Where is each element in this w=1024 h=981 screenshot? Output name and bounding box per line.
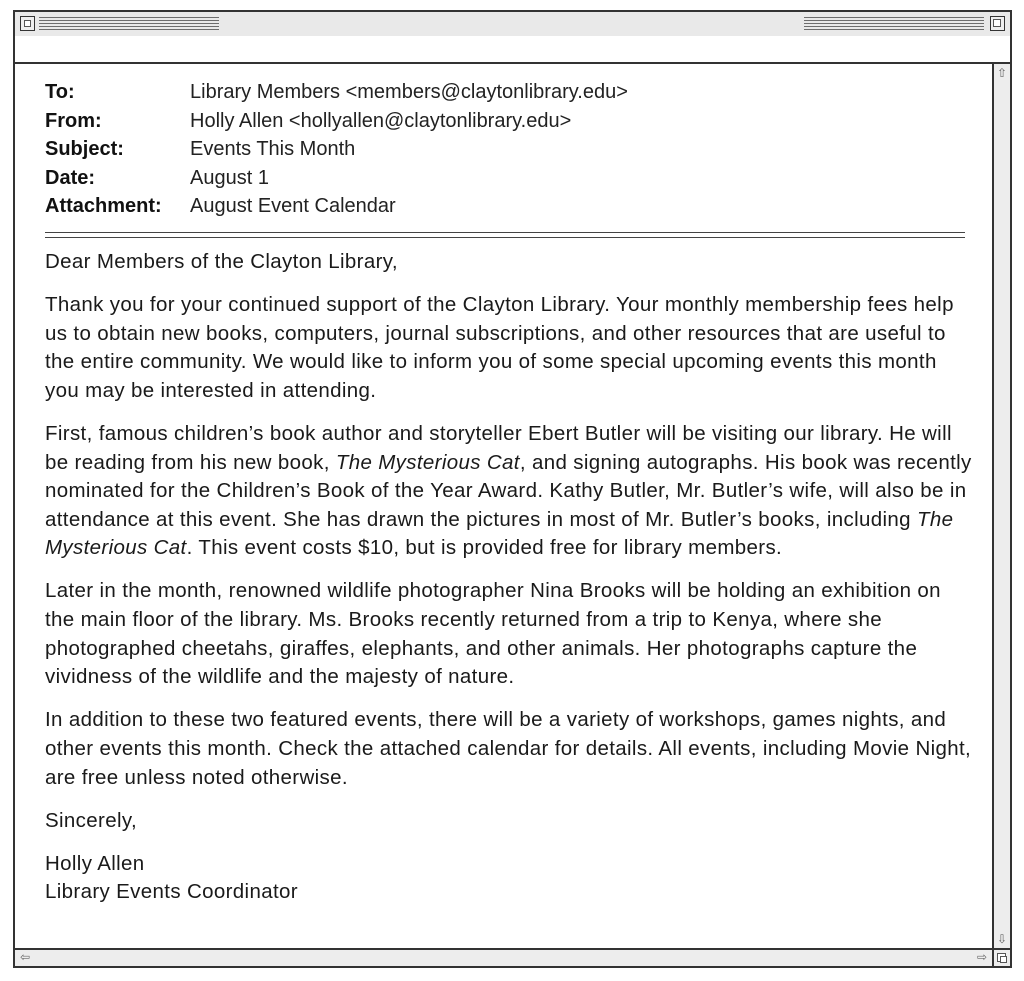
right-arrow-icon[interactable]: ⇨ — [976, 950, 988, 964]
header-label: Date: — [45, 166, 96, 189]
signature-title: Library Events Coordinator — [45, 880, 298, 904]
vertical-scrollbar[interactable] — [992, 64, 1010, 948]
header-divider — [45, 232, 965, 233]
email-headers — [45, 78, 628, 221]
header-value: August 1 — [190, 166, 269, 189]
title-stripes-right — [804, 17, 984, 31]
paragraph-1: Thank you for your continued support of the Clayton Library. Your monthly membership fees help us to obtain new books, computers, journal subscriptions, and other resources that are useful to the entire community. We would like to inform you of some special upcoming events this month you may be interested in attending. — [45, 293, 954, 402]
header-label: From: — [45, 109, 102, 132]
message-pane — [15, 64, 992, 948]
left-arrow-icon[interactable]: ⇦ — [19, 950, 31, 964]
book-title: The Mysterious Cat — [45, 507, 954, 560]
book-title: The Mysterious Cat — [335, 450, 520, 474]
header-to — [45, 78, 628, 107]
horizontal-scrollbar[interactable] — [15, 948, 992, 966]
paragraph-4: In addition to these two featured events, there will be a variety of workshops, games nights, and other events this month. Check the attached calendar for details. All events, including Movie Night, are free unless noted otherwise. — [45, 708, 972, 789]
header-from — [45, 107, 628, 136]
header-label: To: — [45, 81, 75, 103]
header-label: Attachment: — [45, 195, 162, 217]
closing: Sincerely, — [45, 808, 137, 832]
email-body — [45, 248, 975, 907]
down-arrow-icon[interactable]: ⇩ — [996, 932, 1008, 946]
header-divider — [45, 237, 965, 238]
paragraph-3: Later in the month, renowned wildlife photographer Nina Brooks will be holding an exhibition on the main floor of the library. Ms. Brooks recently returned from a trip to Kenya, where she photographed cheetahs, giraffes, elephants, and other animals. Her photographs capture the vividness of the wildlife and the majesty of nature. — [45, 579, 941, 689]
email-window — [13, 10, 1012, 968]
signature-name: Holly Allen — [45, 851, 145, 875]
header-value: Events This Month — [190, 138, 356, 160]
up-arrow-icon[interactable]: ⇧ — [996, 66, 1008, 80]
greeting: Dear Members of the Clayton Library, — [45, 250, 398, 273]
title-stripes-left — [39, 17, 219, 31]
resize-icon[interactable] — [992, 948, 1010, 966]
paragraph-2 — [45, 420, 975, 563]
title-bar[interactable] — [15, 12, 1010, 38]
zoom-box-icon[interactable] — [990, 16, 1005, 31]
attachment-link[interactable]: August Event Calendar — [190, 195, 396, 217]
header-value: Holly Allen <hollyallen@claytonlibrary.edu> — [190, 109, 572, 132]
header-label: Subject: — [45, 138, 124, 160]
header-subject — [45, 135, 628, 164]
header-date — [45, 164, 628, 193]
toolbar — [15, 36, 1010, 64]
paragraph-2-text: . This event costs $10, but is provided free for library members. — [186, 536, 783, 560]
paragraph-2-text: , and signing autographs. His book was recently nominated for the Children’s Book of the Year Award. Kathy Butler, Mr. Butler’s wife, will also be in attendance at this event. She has drawn the pictures in most of Mr. Butler’s books, including — [45, 450, 972, 531]
paragraph-2-text: First, famous children’s book author and storyteller Ebert Butler will be visiting our library. He will be reading from his new book, — [45, 421, 952, 474]
close-box-icon[interactable] — [20, 16, 35, 31]
header-attachment — [45, 192, 628, 221]
header-value: Library Members <members@claytonlibrary.edu> — [190, 81, 628, 103]
